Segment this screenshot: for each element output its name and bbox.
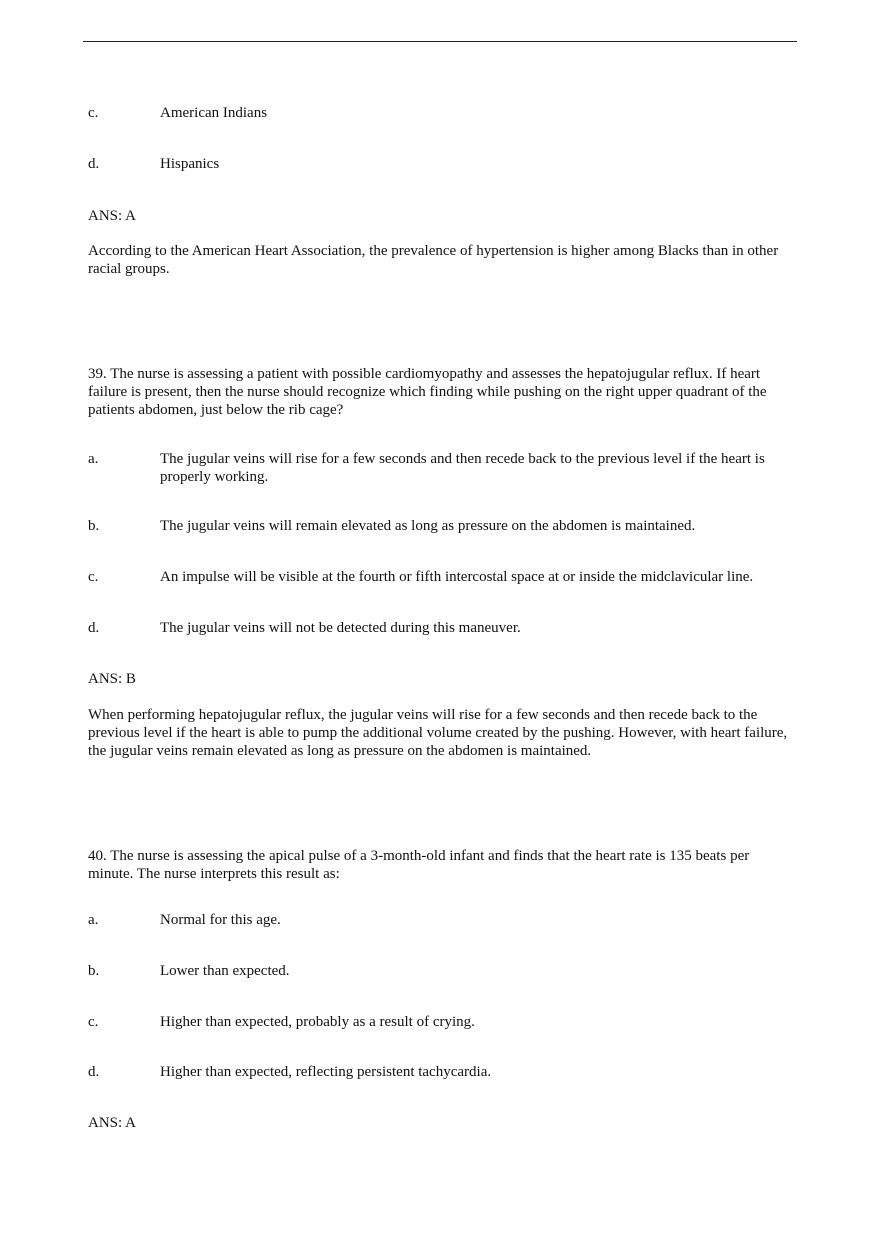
option-d [88, 1063, 798, 1081]
option-letter: c. [88, 569, 99, 585]
answer-key: ANS: B [88, 671, 136, 687]
question-40: 40. The nurse is assessing the apical pulse of a 3-month-old infant and finds that the heart rate is 135 beats per minute. The nurse interprets this result as: [88, 848, 750, 882]
option-text: The jugular veins will remain elevated as long as pressure on the abdomen is maintained. [160, 518, 696, 534]
option-c [88, 568, 798, 586]
option-letter: c. [88, 105, 99, 121]
option-c [88, 104, 798, 122]
option-text: Normal for this age. [160, 912, 281, 928]
header-rule [83, 41, 797, 42]
rationale: When performing hepatojugular reflux, the jugular veins will rise for a few seconds and then recede back to the previous level if the heart is able to pump the additional volume created by the pushing. However, with heart failure, the jugular veins remain elevated as long as pressure on the abdomen is maintained. [88, 707, 788, 759]
option-letter: c. [88, 1014, 99, 1030]
option-a [88, 911, 798, 929]
option-b [88, 517, 798, 535]
option-d [88, 155, 798, 173]
option-text: Higher than expected, probably as a result of crying. [160, 1014, 475, 1030]
question-39: 39. The nurse is assessing a patient with possible cardiomyopathy and assesses the hepatojugular reflux. If heart failure is present, then the nurse should recognize which finding while pushing on the right upper quadrant of the patients abdomen, just below the rib cage? [88, 366, 767, 418]
option-text: An impulse will be visible at the fourth or fifth intercostal space at or inside the midclavicular line. [160, 569, 754, 585]
option-letter: b. [88, 518, 100, 534]
answer-key: ANS: A [88, 208, 136, 224]
answer-key: ANS: A [88, 1115, 136, 1131]
option-text: American Indians [160, 105, 268, 121]
option-letter: a. [88, 912, 99, 928]
option-letter: d. [88, 1064, 100, 1080]
option-letter: a. [88, 451, 99, 467]
option-letter: d. [88, 156, 100, 172]
option-text: Lower than expected. [160, 963, 290, 979]
option-c [88, 1013, 798, 1031]
option-text: Hispanics [160, 156, 220, 172]
rationale: According to the American Heart Association, the prevalence of hypertension is higher among Blacks than in other racial groups. [88, 243, 779, 277]
option-d [88, 619, 798, 637]
option-text: Higher than expected, reflecting persistent tachycardia. [160, 1064, 492, 1080]
option-letter: b. [88, 963, 100, 979]
option-text: The jugular veins will not be detected during this maneuver. [160, 620, 521, 636]
option-letter: d. [88, 620, 100, 636]
option-b [88, 962, 798, 980]
option-text: The jugular veins will rise for a few seconds and then recede back to the previous level if the heart is properly working. [160, 451, 765, 485]
option-a [88, 450, 798, 486]
